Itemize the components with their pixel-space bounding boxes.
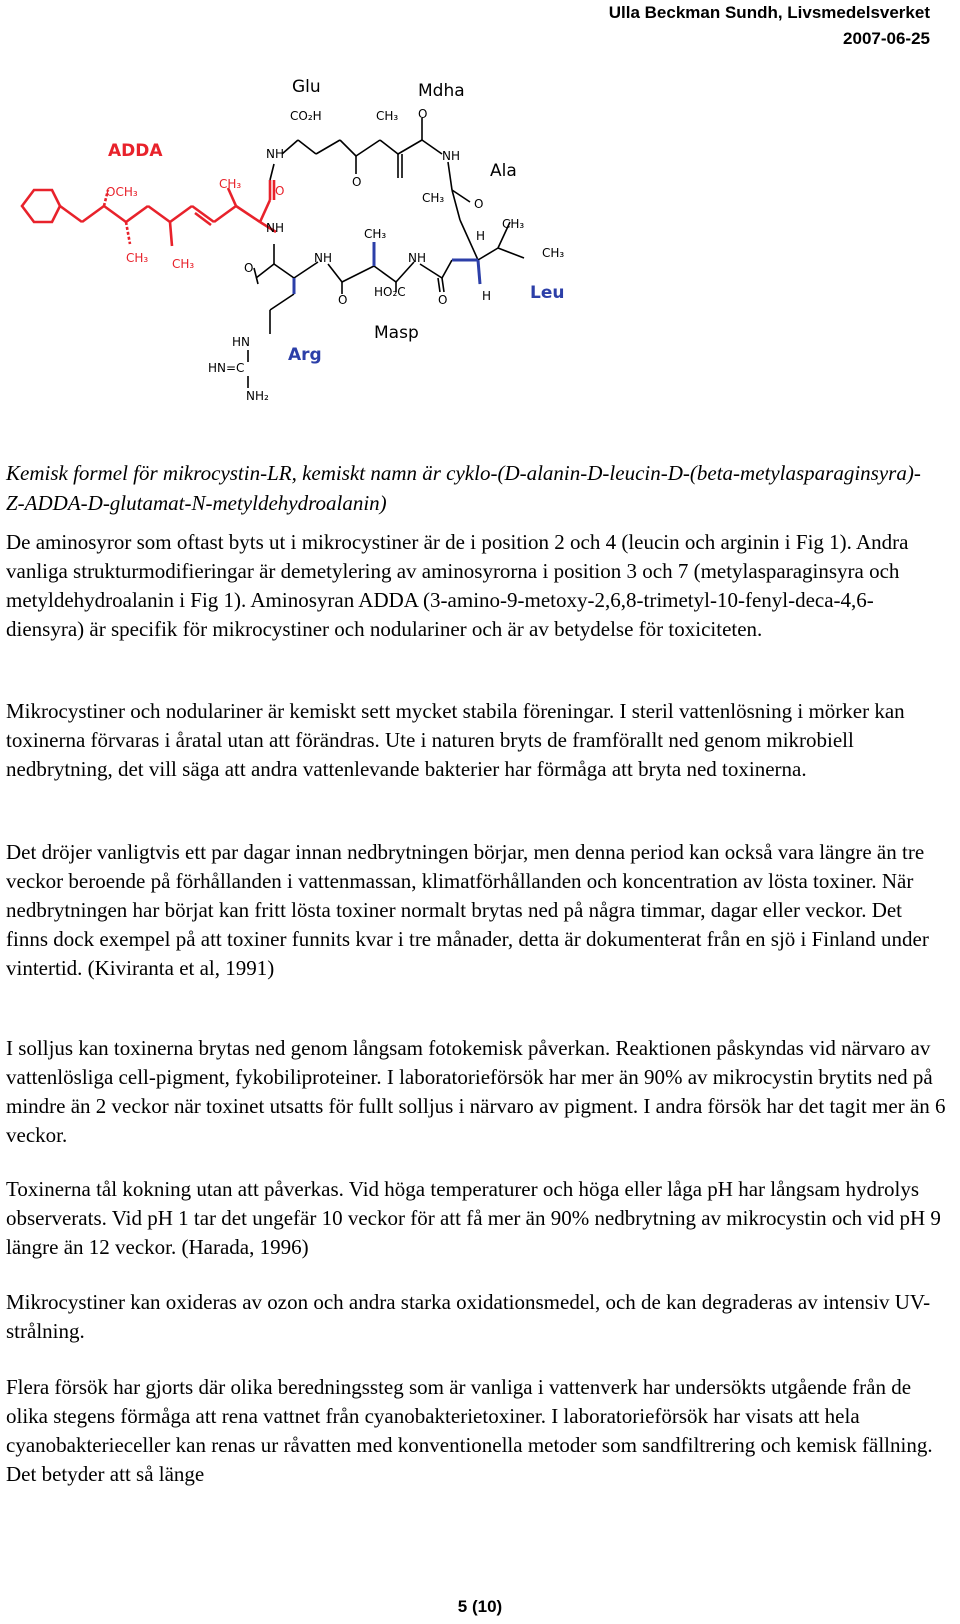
nh-group: NH [266, 221, 284, 235]
glu-label: Glu [292, 77, 321, 97]
stereo-bond [478, 260, 480, 284]
leu-label: Leu [530, 283, 565, 303]
ch3-group: CH₃ [422, 191, 445, 205]
ch3-group: CH₃ [376, 109, 399, 123]
ho2c-group: HO₂C [374, 285, 406, 299]
page-header [609, 0, 930, 52]
ch3-group: CH₃ [502, 217, 525, 231]
h-atom: H [482, 289, 492, 303]
figure-caption: Kemisk formel för mikrocystin-LR, kemiskt namn är cyklo-(D-alanin-D-leucin-D-(beta-metylasparaginsyra)-Z-ADDA-D-glutamat-N-metyldehydroalanin) [6, 461, 921, 515]
hn-c-group: HN=C [208, 361, 245, 375]
phenyl-ring [22, 190, 60, 222]
paragraph: Flera försök har gjorts där olika beredningssteg som är vanliga i vattenverk har undersökts utgående från de olika stegens förmåga att rena vattnet från cyanobakterietoxiner. I laboratorieförsök har visats att hela cyanobakterieceller kan renas ur råvatten med konventionella metoder som sandfiltrering och kemisk fällning. Det betyder att så länge [6, 1375, 933, 1486]
adda-label: ADDA [108, 141, 163, 161]
header-author: Ulla Beckman Sundh, Livsmedelsverket [608, 3, 930, 22]
paragraph: Mikrocystiner kan oxideras av ozon och andra starka oxidationsmedel, och de kan degraderas av intensiv UV-strålning. [6, 1290, 931, 1343]
ch3-group: CH₃ [126, 251, 149, 265]
ch3-group: CH₃ [172, 257, 195, 271]
co2h-group: CO₂H [290, 109, 322, 123]
nh-group: NH [266, 147, 284, 161]
nh-group: NH [408, 251, 426, 265]
page-number: 5 (10) [457, 1597, 503, 1616]
paragraph: Mikrocystiner och nodulariner är kemiskt sett mycket stabila föreningar. I steril vattenlösning i mörker kan toxinerna förvaras i åratal utan att förändras. Ute i naturen bryts de framförallt ned genom mikrobiell nedbrytning, det vill säga att andra vattenlevande bakterier har förmåga att bryta ned toxinerna. [6, 699, 905, 781]
paragraph: I solljus kan toxinerna brytas ned genom långsam fotokemisk påverkan. Reaktionen påskyndas vid närvaro av vattenlösliga cell-pigment, fykobiliproteiner. I laboratorieförsök har mer än 90% av mikrocystin brytits ned på mindre än 2 veckor när toxinet utsatts för fullt solljus i närvaro av pigment. I andra försök har det tagit mer än 6 veckor. [6, 1036, 946, 1147]
structure-figure [12, 72, 602, 422]
mdha-label: Mdha [418, 81, 465, 101]
h-atom: H [476, 229, 486, 243]
nh2-group: NH₂ [246, 389, 269, 403]
ala-label: Ala [490, 161, 517, 181]
o-atom: O [338, 293, 348, 307]
o-atom: O [418, 107, 428, 121]
paragraph: De aminosyror som oftast byts ut i mikrocystiner är de i position 2 och 4 (leucin och arginin i Fig 1). Andra vanliga strukturmodifieringar är demetylering av aminosyrorna i position 3 och 7 (metylasparaginsyra och metyldehydroalanin i Fig 1). Aminosyran ADDA (3-amino-9-metoxy-2,6,8-trimetyl-10-fenyl-deca-4,6-diensyra) är specifik för mikrocystiner och nodulariner och är av betydelse för toxiciteten. [6, 530, 909, 641]
backbone-groups [208, 107, 564, 403]
o-atom: O [438, 293, 448, 307]
header-date: 2007-06-25 [843, 29, 930, 48]
o-atom: O [474, 197, 484, 211]
paragraph: Det dröjer vanligtvis ett par dagar innan nedbrytningen börjar, men denna period kan också vara längre än tre veckor beroende på förhållanden i vattenmassan, klimatförhållanden och koncentration av lösta toxiner. När nedbrytningen har börjat kan fritt lösta toxiner normalt brytas ned på några timmar, dagar eller veckor. Det finns dock exempel på att toxiner funnits kvar i tre månader, detta är dokumenterat från en sjö i Finland under vintertid. (Kiviranta et al, 1991) [6, 840, 929, 980]
microcystin-structure-diagram [12, 72, 602, 422]
nh-group: NH [314, 251, 332, 265]
ch3-group: CH₃ [542, 246, 565, 260]
masp-label: Masp [374, 323, 419, 343]
adda-groups [106, 141, 284, 271]
och3-group: OCH₃ [106, 185, 138, 199]
o-atom: O [275, 184, 285, 198]
ch3-group: CH₃ [364, 227, 387, 241]
ch3-group: CH₃ [219, 177, 242, 191]
o-atom: O [244, 261, 254, 275]
hn-group: HN [232, 335, 250, 349]
arg-label: Arg [288, 345, 322, 365]
backbone-bonds [254, 118, 524, 294]
paragraph: Toxinerna tål kokning utan att påverkas. Vid höga temperaturer och höga eller låga pH har långsam hydrolys observerats. Vid pH 1 tar det ungefär 10 veckor för att få mer än 90% nedbrytning av mikrocystin och vid pH 9 längre än 12 veckor. (Harada, 1996) [6, 1177, 941, 1259]
o-atom: O [352, 175, 362, 189]
arg-side-chain [248, 294, 294, 388]
nh-group: NH [442, 149, 460, 163]
